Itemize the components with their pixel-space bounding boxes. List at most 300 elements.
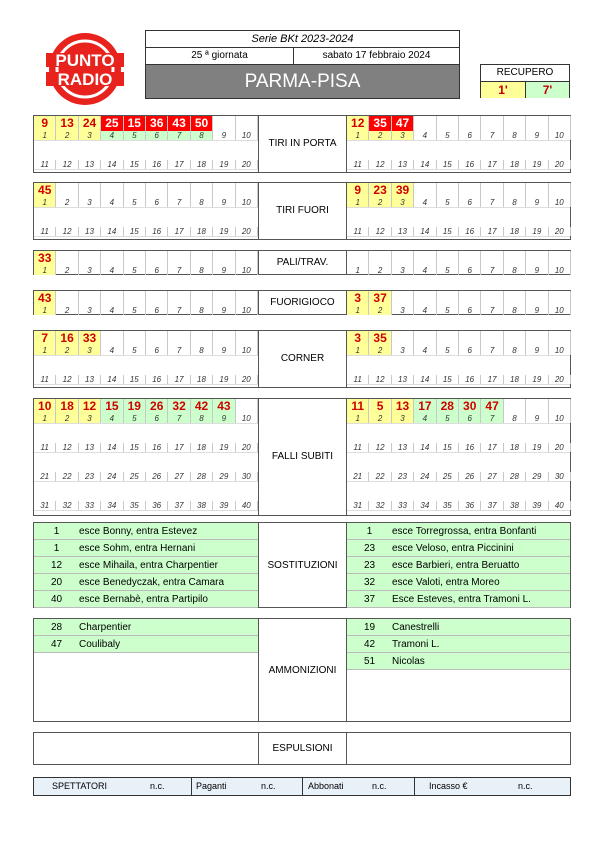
list-text: esce Torregrossa, entra Bonfanti xyxy=(392,526,537,537)
slot-number: 1 xyxy=(34,306,56,315)
match-title: PARMA-PISA xyxy=(146,65,459,98)
slot-number: 34 xyxy=(414,501,436,510)
slot-number: 3 xyxy=(392,346,414,355)
logo-text-bottom: RADIO xyxy=(57,70,113,89)
event-minute: 23 xyxy=(369,183,391,198)
slot-number: 20 xyxy=(236,443,258,452)
event-minute: 50 xyxy=(191,116,213,131)
slot-number: 4 xyxy=(414,414,436,423)
stat-label: FUORIGIOCO xyxy=(270,296,335,308)
event-minute: 32 xyxy=(168,399,190,414)
event-minute: 47 xyxy=(392,116,414,131)
slot-number: 18 xyxy=(504,375,526,384)
event-minute xyxy=(459,183,481,198)
slot-number: 9 xyxy=(213,198,235,207)
list-minute: 32 xyxy=(363,577,376,588)
slot-number: 5 xyxy=(124,266,146,275)
expulsions-section xyxy=(33,732,571,765)
slot-number: 36 xyxy=(459,501,481,510)
slot-number: 15 xyxy=(437,443,459,452)
spettatori-value: n.c. xyxy=(150,781,165,791)
event-minute xyxy=(236,251,258,266)
event-minute: 24 xyxy=(79,116,101,131)
slot-number: 7 xyxy=(481,414,503,423)
slot-number: 15 xyxy=(124,375,146,384)
event-minute xyxy=(526,399,548,414)
slot-number: 6 xyxy=(146,346,168,355)
slot-number: 4 xyxy=(414,346,436,355)
slot-number: 36 xyxy=(146,501,168,510)
list-item xyxy=(347,540,570,557)
slot-number: 30 xyxy=(236,472,258,481)
stat-label: CORNER xyxy=(280,353,325,364)
event-minute xyxy=(191,291,213,306)
slot-number: 3 xyxy=(79,266,101,275)
slot-number: 13 xyxy=(392,227,414,236)
away-grid xyxy=(347,116,570,172)
slot-number: 4 xyxy=(101,414,123,423)
list-text: esce Benedyczak, entra Camara xyxy=(79,577,225,588)
slot-number: 8 xyxy=(191,266,213,275)
slot-number: 35 xyxy=(437,501,459,510)
event-minute xyxy=(79,183,101,198)
home-grid xyxy=(34,183,258,239)
event-minute xyxy=(481,291,503,306)
slot-number: 6 xyxy=(459,414,481,423)
slot-number: 9 xyxy=(213,414,235,423)
slot-number: 10 xyxy=(236,198,258,207)
slot-number: 2 xyxy=(56,346,78,355)
event-minute xyxy=(56,291,78,306)
away-grid xyxy=(347,331,570,387)
event-minute xyxy=(191,183,213,198)
slot-number: 16 xyxy=(459,160,481,169)
slot-number: 32 xyxy=(369,501,391,510)
slot-number: 7 xyxy=(481,306,503,315)
list-minute: 51 xyxy=(363,656,376,667)
list-minute: 23 xyxy=(363,543,376,554)
slot-number: 18 xyxy=(191,160,213,169)
slot-number: 9 xyxy=(526,414,548,423)
slot-number: 4 xyxy=(101,346,123,355)
list-item xyxy=(347,523,570,540)
slot-number: 6 xyxy=(459,131,481,140)
slot-number: 1 xyxy=(347,266,369,275)
slot-number: 12 xyxy=(369,160,391,169)
slot-number: 7 xyxy=(168,266,190,275)
slot-number: 14 xyxy=(101,375,123,384)
event-minute xyxy=(213,183,235,198)
slot-number: 1 xyxy=(347,198,369,207)
slot-number: 5 xyxy=(437,198,459,207)
slot-number: 5 xyxy=(437,306,459,315)
slot-number: 4 xyxy=(101,131,123,140)
slot-number: 16 xyxy=(459,227,481,236)
list-item xyxy=(347,636,570,653)
list-item xyxy=(347,619,570,636)
slot-number: 11 xyxy=(34,227,56,236)
event-minute xyxy=(437,331,459,346)
list-minute: 1 xyxy=(366,526,373,537)
slot-number: 8 xyxy=(191,198,213,207)
slot-number: 3 xyxy=(79,414,101,423)
slot-number: 2 xyxy=(56,266,78,275)
event-minute xyxy=(79,251,101,266)
event-minute xyxy=(236,116,258,131)
slot-number: 10 xyxy=(549,198,571,207)
slot-number: 9 xyxy=(526,266,548,275)
substitutions-label: SOSTITUZIONI xyxy=(267,560,338,571)
bookings-section xyxy=(33,618,571,722)
event-minute xyxy=(101,183,123,198)
event-minute xyxy=(437,116,459,131)
abbonati-value: n.c. xyxy=(372,781,387,791)
slot-number: 9 xyxy=(213,131,235,140)
event-minute xyxy=(504,331,526,346)
slot-number: 11 xyxy=(347,227,369,236)
slot-number: 5 xyxy=(437,131,459,140)
logo-text-top: PUNTO xyxy=(55,51,115,70)
slot-number: 8 xyxy=(504,346,526,355)
slot-number: 7 xyxy=(168,131,190,140)
slot-number: 10 xyxy=(549,306,571,315)
away-grid xyxy=(347,183,570,239)
event-minute xyxy=(504,183,526,198)
slot-number: 5 xyxy=(124,131,146,140)
event-minute xyxy=(526,183,548,198)
slot-number: 4 xyxy=(101,198,123,207)
slot-number: 6 xyxy=(146,306,168,315)
event-minute xyxy=(213,251,235,266)
slot-number: 8 xyxy=(191,346,213,355)
home-grid xyxy=(34,331,258,387)
list-text: esce Valoti, entra Moreo xyxy=(392,577,500,588)
event-minute xyxy=(213,331,235,346)
match-header xyxy=(145,30,460,99)
slot-number: 2 xyxy=(56,198,78,207)
slot-number: 10 xyxy=(549,346,571,355)
slot-number: 40 xyxy=(236,501,258,510)
event-minute xyxy=(437,291,459,306)
event-minute: 35 xyxy=(369,331,391,346)
home-grid xyxy=(34,251,258,274)
slot-number: 5 xyxy=(124,414,146,423)
slot-number: 29 xyxy=(526,472,548,481)
slot-number: 1 xyxy=(34,266,56,275)
slot-number: 19 xyxy=(526,375,548,384)
slot-number: 17 xyxy=(481,443,503,452)
event-minute xyxy=(504,291,526,306)
slot-number: 12 xyxy=(369,227,391,236)
recupero-first-half: 1' xyxy=(481,82,526,98)
slot-number: 6 xyxy=(459,306,481,315)
event-minute: 11 xyxy=(347,399,369,414)
slot-number: 9 xyxy=(213,346,235,355)
event-minute: 43 xyxy=(213,399,235,414)
slot-number: 1 xyxy=(347,414,369,423)
slot-number: 12 xyxy=(369,443,391,452)
slot-number: 11 xyxy=(34,375,56,384)
slot-number: 15 xyxy=(124,443,146,452)
slot-number: 33 xyxy=(79,501,101,510)
list-minute: 28 xyxy=(50,622,63,633)
slot-number: 12 xyxy=(56,227,78,236)
event-minute xyxy=(549,399,571,414)
recupero-second-half: 7' xyxy=(526,82,569,98)
slot-number: 9 xyxy=(213,306,235,315)
slot-number: 17 xyxy=(481,160,503,169)
slot-number: 39 xyxy=(526,501,548,510)
slot-number: 16 xyxy=(146,375,168,384)
slot-number: 4 xyxy=(414,198,436,207)
slot-number: 18 xyxy=(191,375,213,384)
event-minute: 15 xyxy=(124,116,146,131)
event-minute: 45 xyxy=(34,183,56,198)
list-text: esce Mihaila, entra Charpentier xyxy=(79,560,218,571)
slot-number: 12 xyxy=(56,375,78,384)
slot-number: 2 xyxy=(369,346,391,355)
slot-number: 7 xyxy=(168,198,190,207)
list-text: esce Bernabè, entra Partipilo xyxy=(79,594,208,605)
event-minute xyxy=(101,291,123,306)
slot-number: 11 xyxy=(347,160,369,169)
event-minute: 39 xyxy=(392,183,414,198)
slot-number: 16 xyxy=(459,375,481,384)
slot-number: 6 xyxy=(146,198,168,207)
expulsions-label: ESPULSIONI xyxy=(272,743,333,754)
event-minute: 16 xyxy=(56,331,78,346)
event-minute xyxy=(213,291,235,306)
slot-number: 10 xyxy=(236,306,258,315)
slot-number: 13 xyxy=(392,443,414,452)
slot-number: 38 xyxy=(191,501,213,510)
slot-number: 34 xyxy=(101,501,123,510)
event-minute xyxy=(101,251,123,266)
event-minute xyxy=(481,116,503,131)
event-minute xyxy=(459,251,481,266)
event-minute xyxy=(549,251,571,266)
slot-number: 16 xyxy=(146,227,168,236)
slot-number: 10 xyxy=(236,131,258,140)
list-text: Nicolas xyxy=(392,656,425,667)
list-text: Coulibaly xyxy=(79,639,121,650)
away-grid xyxy=(347,291,570,314)
slot-number: 21 xyxy=(347,472,369,481)
slot-number: 6 xyxy=(459,346,481,355)
slot-number: 11 xyxy=(347,375,369,384)
slot-number: 6 xyxy=(459,266,481,275)
event-minute: 10 xyxy=(34,399,56,414)
event-minute: 43 xyxy=(168,116,190,131)
event-minute: 7 xyxy=(34,331,56,346)
slot-number: 9 xyxy=(526,346,548,355)
event-minute: 30 xyxy=(459,399,481,414)
away-grid xyxy=(347,251,570,274)
slot-number: 3 xyxy=(79,346,101,355)
list-minute: 47 xyxy=(50,639,63,650)
stat-section-pali-trav- xyxy=(33,250,571,275)
slot-number: 31 xyxy=(347,501,369,510)
event-minute: 3 xyxy=(347,331,369,346)
list-minute: 1 xyxy=(53,543,60,554)
stat-label: TIRI FUORI xyxy=(276,205,329,216)
slot-number: 7 xyxy=(168,306,190,315)
slot-number: 25 xyxy=(437,472,459,481)
slot-number: 11 xyxy=(34,160,56,169)
slot-number: 15 xyxy=(437,375,459,384)
slot-number: 10 xyxy=(236,346,258,355)
slot-number: 4 xyxy=(414,131,436,140)
stat-label: FALLI SUBITI xyxy=(271,451,334,462)
event-minute xyxy=(168,331,190,346)
event-minute xyxy=(392,291,414,306)
event-minute xyxy=(236,331,258,346)
slot-number: 15 xyxy=(124,227,146,236)
slot-number: 6 xyxy=(146,266,168,275)
slot-number: 2 xyxy=(369,414,391,423)
event-minute: 17 xyxy=(414,399,436,414)
event-minute xyxy=(414,331,436,346)
slot-number: 18 xyxy=(504,227,526,236)
stat-label: TIRI IN PORTA xyxy=(268,138,337,149)
bookings-label: AMMONIZIONI xyxy=(268,665,337,676)
slot-number: 3 xyxy=(392,131,414,140)
slot-number: 7 xyxy=(481,346,503,355)
slot-number: 18 xyxy=(504,443,526,452)
event-minute: 9 xyxy=(347,183,369,198)
list-item xyxy=(34,540,258,557)
event-minute xyxy=(414,183,436,198)
match-date: sabato 17 febbraio 2024 xyxy=(294,48,459,65)
slot-number: 6 xyxy=(459,198,481,207)
list-minute: 23 xyxy=(363,560,376,571)
slot-number: 20 xyxy=(236,227,258,236)
event-minute: 12 xyxy=(347,116,369,131)
list-text: esce Bonny, entra Estevez xyxy=(79,526,198,537)
slot-number: 7 xyxy=(481,198,503,207)
slot-number: 12 xyxy=(369,375,391,384)
list-item xyxy=(347,653,570,670)
slot-number: 19 xyxy=(526,227,548,236)
event-minute xyxy=(414,116,436,131)
slot-number: 2 xyxy=(56,414,78,423)
slot-number: 17 xyxy=(168,375,190,384)
event-minute xyxy=(459,116,481,131)
slot-number: 14 xyxy=(414,443,436,452)
slot-number: 9 xyxy=(526,306,548,315)
slot-number: 5 xyxy=(124,346,146,355)
event-minute xyxy=(146,331,168,346)
list-minute: 1 xyxy=(53,526,60,537)
attendance-footer xyxy=(33,777,571,796)
slot-number: 22 xyxy=(56,472,78,481)
slot-number: 8 xyxy=(504,306,526,315)
slot-number: 25 xyxy=(124,472,146,481)
slot-number: 17 xyxy=(168,160,190,169)
slot-number: 2 xyxy=(369,266,391,275)
slot-number: 15 xyxy=(124,160,146,169)
event-minute: 36 xyxy=(146,116,168,131)
slot-number: 17 xyxy=(168,227,190,236)
slot-number: 7 xyxy=(481,131,503,140)
event-minute xyxy=(414,251,436,266)
slot-number: 1 xyxy=(34,346,56,355)
slot-number: 19 xyxy=(213,160,235,169)
list-minute: 12 xyxy=(50,560,63,571)
event-minute xyxy=(79,291,101,306)
slot-number: 4 xyxy=(101,306,123,315)
slot-number: 37 xyxy=(168,501,190,510)
slot-number: 5 xyxy=(124,306,146,315)
slot-number: 20 xyxy=(236,160,258,169)
slot-number: 17 xyxy=(481,375,503,384)
slot-number: 3 xyxy=(79,198,101,207)
slot-number: 2 xyxy=(369,198,391,207)
list-minute: 19 xyxy=(363,622,376,633)
slot-number: 13 xyxy=(79,160,101,169)
slot-number: 23 xyxy=(392,472,414,481)
home-grid xyxy=(34,291,258,314)
list-item xyxy=(347,591,570,608)
event-minute xyxy=(481,183,503,198)
slot-number: 20 xyxy=(549,443,571,452)
slot-number: 3 xyxy=(392,414,414,423)
event-minute xyxy=(146,183,168,198)
stat-section-tiri-fuori xyxy=(33,182,571,240)
event-minute xyxy=(549,291,571,306)
list-minute: 20 xyxy=(50,577,63,588)
event-minute xyxy=(459,291,481,306)
slot-number: 1 xyxy=(347,346,369,355)
slot-number: 37 xyxy=(481,501,503,510)
event-minute xyxy=(504,399,526,414)
slot-number: 19 xyxy=(526,443,548,452)
event-minute xyxy=(56,183,78,198)
slot-number: 22 xyxy=(369,472,391,481)
event-minute: 28 xyxy=(437,399,459,414)
slot-number: 29 xyxy=(213,472,235,481)
slot-number: 14 xyxy=(414,375,436,384)
slot-number: 20 xyxy=(549,375,571,384)
slot-number: 19 xyxy=(213,375,235,384)
event-minute: 9 xyxy=(34,116,56,131)
list-item xyxy=(34,591,258,608)
slot-number: 4 xyxy=(414,306,436,315)
slot-number: 18 xyxy=(191,227,213,236)
slot-number: 1 xyxy=(34,198,56,207)
event-minute: 33 xyxy=(79,331,101,346)
stat-section-corner xyxy=(33,330,571,388)
list-item xyxy=(34,557,258,574)
slot-number: 20 xyxy=(236,375,258,384)
slot-number: 24 xyxy=(101,472,123,481)
event-minute: 25 xyxy=(101,116,123,131)
event-minute xyxy=(168,251,190,266)
substitutions-section xyxy=(33,522,571,608)
event-minute xyxy=(236,399,258,414)
list-text: Esce Esteves, entra Tramoni L. xyxy=(392,594,531,605)
event-minute xyxy=(191,251,213,266)
slot-number: 9 xyxy=(213,266,235,275)
slot-number: 10 xyxy=(549,266,571,275)
slot-number: 15 xyxy=(437,160,459,169)
slot-number: 19 xyxy=(213,443,235,452)
slot-number: 5 xyxy=(437,414,459,423)
event-minute: 3 xyxy=(347,291,369,306)
slot-number: 30 xyxy=(549,472,571,481)
home-grid xyxy=(34,399,258,515)
event-minute xyxy=(191,331,213,346)
